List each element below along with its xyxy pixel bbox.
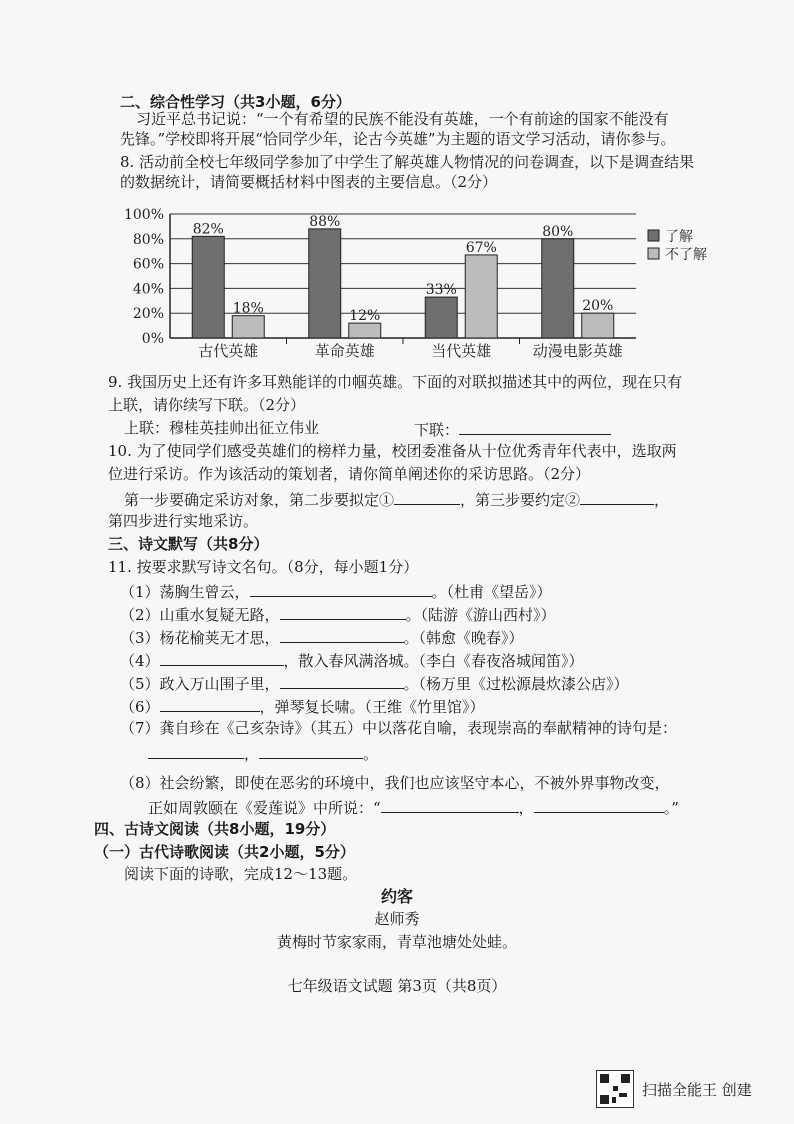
recite-item-8-line-2: [148, 796, 679, 818]
recite-item-4-number: （4）: [120, 652, 160, 670]
recite-item-8-lead: 正如周敦颐在《爱莲说》中所说：“: [148, 799, 381, 817]
x-tick-label: 当代英雄: [431, 342, 492, 360]
x-tick-label: 动漫电影英雄: [532, 342, 623, 360]
couplet-lower: [414, 418, 611, 440]
couplet-lower-label: 下联：: [414, 421, 460, 439]
recite-item-3-blank[interactable]: [280, 626, 404, 643]
bar-不了解: [465, 255, 497, 338]
recite-item-5-prompt: （5）政入万山围子里，: [120, 675, 280, 693]
recite-item-6-number: （6）: [120, 698, 160, 716]
y-tick-label: 40%: [132, 281, 164, 298]
question-9-line-2: 上联，请你续写下联。（2分）: [108, 396, 306, 414]
bar-不了解: [349, 323, 381, 338]
section-2-intro-line-2: 先锋。”学校即将开展“恰同学少年，论古今英雄”为主题的语文学习活动，请你参与。: [120, 130, 676, 148]
q10-step-text-2: ，第三步要约定②: [460, 491, 581, 509]
recite-item-1-prompt: （1）荡胸生曾云，: [120, 583, 250, 601]
scanner-watermark: [596, 1070, 752, 1108]
legend-swatch: [648, 230, 659, 241]
recite-item-8-line-1: （8）社会纷繁，即使在恶劣的环境中，我们也应该坚守本心，不被外界事物改变，: [120, 774, 670, 792]
section-2-intro-line-1: 习近平总书记说：“一个有希望的民族不能没有英雄，一个有前途的国家不能没有: [136, 110, 669, 128]
recite-item-2: [120, 603, 556, 625]
survey-bar-chart: [118, 202, 728, 362]
question-10-line-1: 10. 为了使同学们感受英雄们的榜样力量，校团委准备从十位优秀青年代表中，选取两: [108, 442, 677, 460]
data-label: 12%: [349, 308, 381, 325]
question-9-line-1: 9. 我国历史上还有许多耳熟能详的巾帼英雄。下面的对联拟描述其中的两位，现在只有: [108, 373, 683, 391]
recite-item-8-blank-1[interactable]: [381, 796, 519, 813]
data-label: 33%: [425, 282, 457, 299]
recite-item-6: [120, 695, 485, 717]
recite-item-1-source: 。（杜甫《望岳》）: [431, 583, 552, 601]
y-tick-label: 80%: [132, 231, 164, 248]
question-8-line-2: 的数据统计，请简要概括材料中图表的主要信息。（2分）: [120, 173, 498, 191]
question-10-line-4: 第四步进行实地采访。: [108, 512, 259, 530]
y-tick-label: 0%: [141, 331, 164, 347]
bar-了解: [309, 229, 341, 338]
x-tick-label: 古代英雄: [198, 342, 259, 360]
x-tick-label: 革命英雄: [314, 342, 375, 360]
y-tick-label: 100%: [123, 207, 164, 223]
section-3-title: 三、诗文默写（共8分）: [108, 535, 269, 553]
recite-item-7-blank-1[interactable]: [148, 742, 244, 759]
bar-不了解: [582, 313, 614, 338]
recite-item-2-prompt: （2）山重水复疑无路，: [120, 606, 280, 624]
question-10-line-3: [124, 488, 669, 510]
recite-item-5: [120, 672, 629, 694]
section-4-subsection-1: （一）古代诗歌阅读（共2小题，5分）: [94, 843, 355, 861]
recite-item-4: [120, 649, 584, 671]
recite-item-7: （7）龚自珍在《己亥杂诗》（其五）中以落花自喻，表现崇高的奉献精神的诗句是：: [120, 719, 678, 737]
recite-item-3: [120, 626, 524, 648]
recite-item-4-blank[interactable]: [160, 649, 284, 666]
recite-item-5-source: 。（杨万里《过松源晨炊漆公店》）: [403, 675, 629, 693]
recite-item-8-separator: ，: [518, 799, 534, 817]
data-label: 20%: [582, 298, 614, 315]
legend-swatch: [648, 248, 659, 259]
data-label: 88%: [309, 213, 341, 230]
recite-item-7-blank-2[interactable]: [259, 742, 363, 759]
couplet-lower-blank[interactable]: [459, 418, 611, 435]
question-8-line-1: 8. 活动前全校七年级同学参加了中学生了解英雄人物情况的问卷调查，以下是调查结果: [120, 153, 695, 171]
q10-blank-2[interactable]: [580, 488, 654, 505]
q10-blank-1[interactable]: [394, 488, 460, 505]
y-tick-label: 60%: [132, 256, 164, 273]
recite-item-1-blank[interactable]: [250, 580, 432, 597]
section-4-title: 四、古诗文阅读（共8小题，19分）: [94, 820, 336, 838]
poem-title: 约客: [380, 887, 413, 906]
q10-step-text-3: ，: [654, 491, 670, 509]
recite-item-3-prompt: （3）杨花榆荚无才思，: [120, 629, 280, 647]
recite-item-7-end: 。: [363, 745, 379, 763]
recite-item-6-blank[interactable]: [160, 695, 260, 712]
section-2-title: 二、综合性学习（共3小题，6分）: [120, 93, 351, 111]
recite-item-8-end: 。”: [663, 799, 679, 817]
question-11: 11. 按要求默写诗文名句。（8分，每小题1分）: [108, 558, 419, 576]
recite-item-7-separator: ，: [244, 745, 260, 763]
recite-item-3-source: 。（韩愈《晚春》）: [403, 629, 524, 647]
legend-label: 不了解: [665, 247, 707, 263]
poem-author: 赵师秀: [374, 910, 420, 928]
data-label: 82%: [192, 221, 224, 238]
qr-code-icon: [596, 1070, 634, 1108]
recite-item-6-text: ，弹琴复长啸。（王维《竹里馆》）: [259, 698, 485, 716]
recite-item-8-blank-2[interactable]: [534, 796, 664, 813]
question-10-line-2: 位进行采访。作为该活动的策划者，请你简单阐述你的采访思路。（2分）: [108, 465, 591, 483]
recite-item-5-blank[interactable]: [280, 672, 404, 689]
bar-了解: [192, 236, 224, 338]
q10-step-text-1: 第一步要确定采访对象，第二步要拟定①: [124, 491, 395, 509]
data-label: 80%: [542, 223, 574, 240]
bar-不了解: [232, 316, 264, 338]
poem-line-1: 黄梅时节家家雨，青草池塘处处蛙。: [276, 933, 517, 951]
recite-item-2-source: 。（陆游《游山西村》）: [405, 606, 556, 624]
reading-instruction: 阅读下面的诗歌，完成12～13题。: [124, 865, 358, 883]
recite-item-7-answer: [148, 742, 378, 764]
legend-label: 了解: [665, 229, 693, 245]
y-tick-label: 20%: [132, 306, 164, 323]
data-label: 67%: [465, 239, 497, 256]
recite-item-4-text: ，散入春风满洛城。（李白《春夜洛城闻笛》）: [283, 652, 584, 670]
bar-了解: [542, 239, 574, 338]
couplet-upper: 上联：穆桂英挂帅出征立伟业: [124, 419, 320, 437]
bar-了解: [425, 297, 457, 338]
scanner-label: 扫描全能王 创建: [642, 1080, 752, 1099]
page-footer: 七年级语文试题 第3页（共8页）: [287, 977, 507, 995]
recite-item-1: [120, 580, 552, 602]
recite-item-2-blank[interactable]: [280, 603, 406, 620]
data-label: 18%: [232, 300, 264, 317]
